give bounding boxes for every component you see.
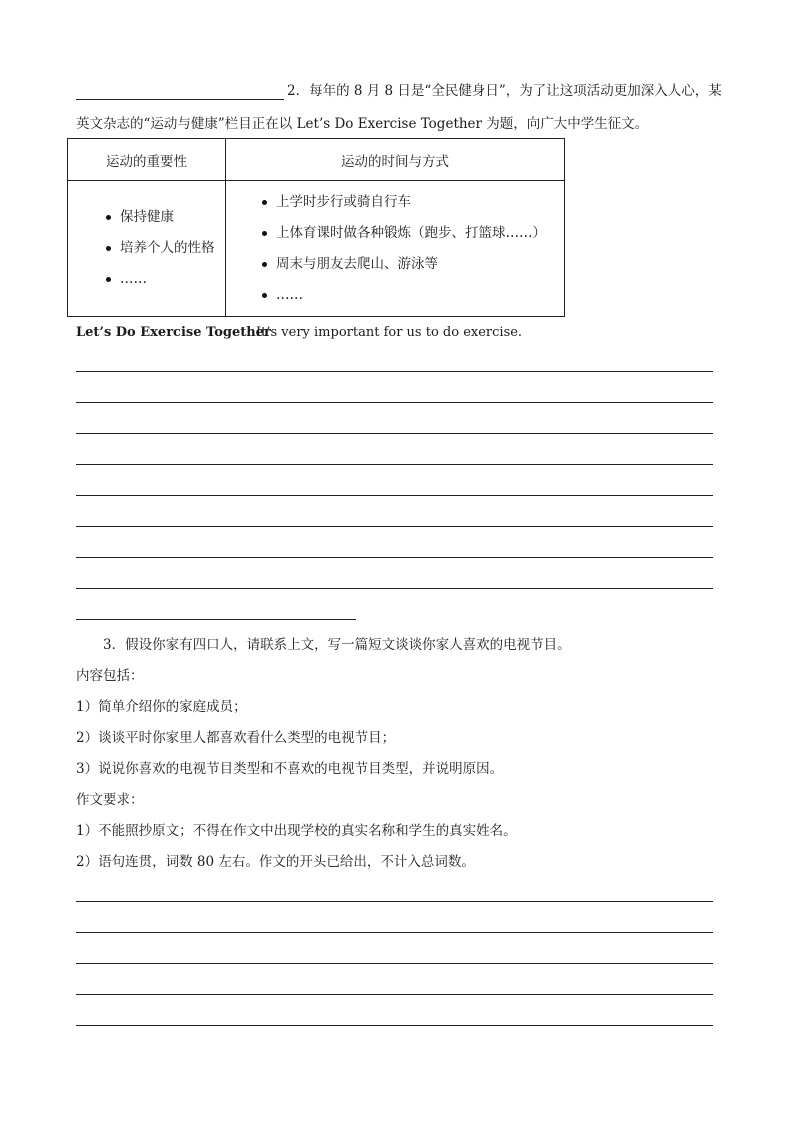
writing-line[interactable] xyxy=(76,495,713,496)
q2-prompt-line1: 2．每年的 8 月 8 日是“全民健身日”，为了让这项活动更加深入人心，某 xyxy=(287,83,722,99)
writing-line-short[interactable] xyxy=(76,619,356,620)
writing-line[interactable] xyxy=(76,371,713,372)
q3-prompt: 3．假设你家有四口人，请联系上文，写一篇短文谈谈你家人喜欢的电视节目。 xyxy=(103,637,571,653)
bullet-icon xyxy=(106,215,111,220)
list-item: …… xyxy=(262,280,564,311)
q3-content-item-3: 3）说说你喜欢的电视节目类型和不喜欢的电视节目类型，并说明原因。 xyxy=(76,761,504,777)
list-item: 上体育课时做各种锻炼（跑步、打篮球……） xyxy=(262,218,564,249)
writing-line[interactable] xyxy=(76,963,713,964)
importance-list xyxy=(106,202,225,295)
list-item: 上学时步行或骑自行车 xyxy=(262,187,564,218)
q3-requirements-label: 作文要求： xyxy=(76,792,144,808)
q2-prompt-line2: 英文杂志的“运动与健康”栏目正在以 Let’s Do Exercise Together 为题，向广大中学生征文。 xyxy=(76,116,649,132)
writing-line[interactable] xyxy=(76,464,713,465)
list-item: 周末与朋友去爬山、游泳等 xyxy=(262,249,564,280)
q3-content-item-2: 2）谈谈平时你家里人都喜欢看什么类型的电视节目； xyxy=(76,730,396,746)
writing-line[interactable] xyxy=(76,994,713,995)
list-item: 保持健康 xyxy=(106,202,225,233)
q3-requirement-1: 1）不能照抄原文；不得在作文中出现学校的真实名称和学生的真实姓名。 xyxy=(76,823,517,839)
exercise-table xyxy=(67,138,565,317)
writing-line[interactable] xyxy=(76,932,713,933)
writing-line[interactable] xyxy=(76,402,713,403)
table-cell-time-method xyxy=(226,181,565,317)
writing-line[interactable] xyxy=(76,433,713,434)
list-item: …… xyxy=(106,264,225,295)
table-header-time-method: 运动的时间与方式 xyxy=(226,139,565,181)
essay-title: Let’s Do Exercise Together xyxy=(76,325,271,340)
essay-opening: It’s very important for us to do exercise. xyxy=(256,325,523,340)
bullet-icon xyxy=(262,231,267,236)
bullet-icon xyxy=(106,246,111,251)
q3-content-item-1: 1）简单介绍你的家庭成员； xyxy=(76,699,247,715)
writing-line[interactable] xyxy=(76,588,713,589)
writing-line[interactable] xyxy=(76,526,713,527)
bullet-icon xyxy=(262,293,267,298)
writing-line[interactable] xyxy=(76,901,713,902)
answer-line-prev xyxy=(76,99,284,100)
bullet-icon xyxy=(106,277,111,282)
bullet-icon xyxy=(262,200,267,205)
bullet-icon xyxy=(262,262,267,267)
writing-line[interactable] xyxy=(76,1025,713,1026)
q3-requirement-2: 2）语句连贯，词数 80 左右。作文的开头已给出，不计入总词数。 xyxy=(76,854,475,870)
table-header-importance: 运动的重要性 xyxy=(68,139,226,181)
list-item: 培养个人的性格 xyxy=(106,233,225,264)
q3-content-label: 内容包括： xyxy=(76,668,144,684)
writing-line[interactable] xyxy=(76,557,713,558)
table-cell-importance xyxy=(68,181,226,317)
time-method-list xyxy=(262,187,564,311)
